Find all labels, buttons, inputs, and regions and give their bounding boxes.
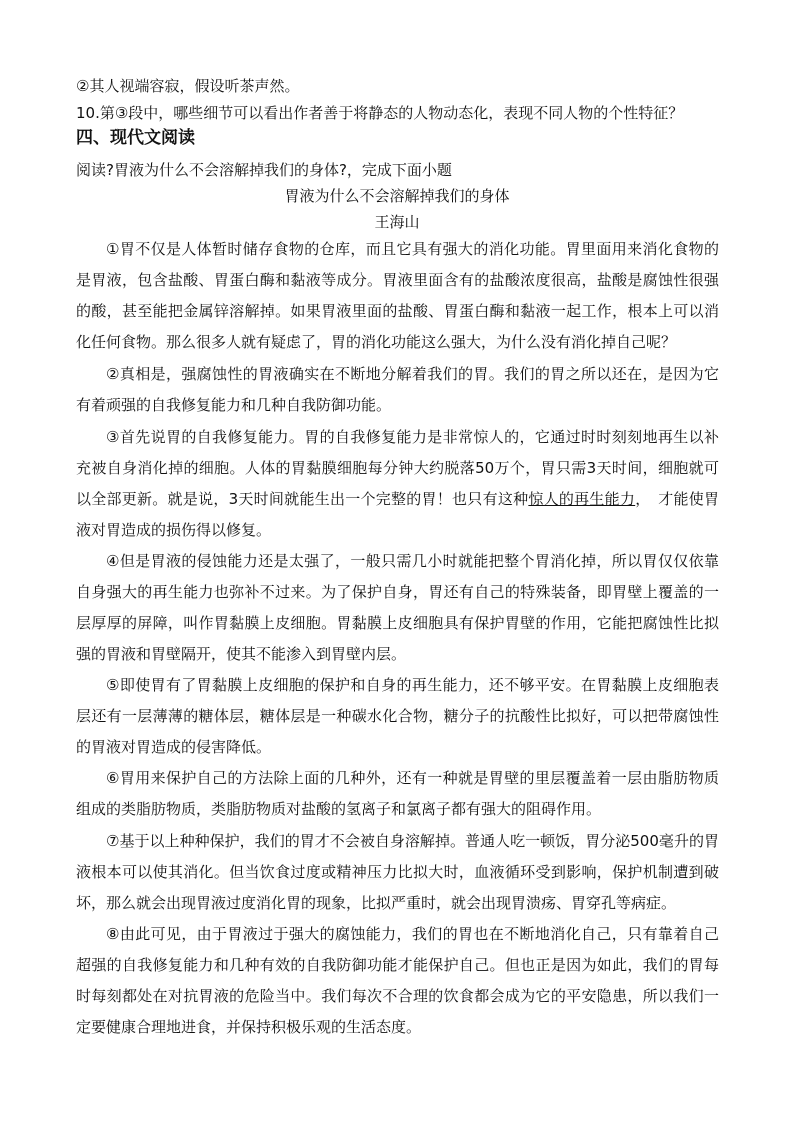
- paragraph-4-text: ④但是胃液的侵蚀能力还是太强了，一般只需几小时就能把整个胃消化掉，所以胃仅仅依靠自身强大的再生能力也弥补不过来。为了保护自身，胃还有自己的特殊装备，即胃壁上覆盖的一层厚厚的屏障，叫作胃黏膜上皮细胞。胃黏膜上皮细胞具有保护胃壁的作用，它能把腐蚀性比拟强的胃液和胃壁隔开，使其不能渗入到胃壁内层。: [76, 552, 719, 663]
- paragraph-3-part-a: ③首先说胃的自我修复能力。胃的自我修复能力是非常惊人的，它通过时时刻刻地再生以补充被自身消化掉的细胞。人体的胃黏膜细胞每分钟大约脱落50万个，胃只需3天时间，细胞就可以全部更新。就是说，3天时间就能生出一个完整的胃！也只有这种: [76, 428, 719, 508]
- paragraph-8: [76, 919, 719, 1043]
- paragraph-3-text: [76, 422, 719, 546]
- paragraph-5-text: ⑤即使胃有了胃黏膜上皮细胞的保护和自身的再生能力，还不够平安。在胃黏膜上皮细胞表层还有一层薄薄的糖体层，糖体层是一种碳水化合物，糖分子的抗酸性比拟好，可以把带腐蚀性的胃液对胃造成的侵害降低。: [76, 676, 719, 756]
- paragraph-7: [76, 826, 719, 919]
- question-10: 10.第③段中，哪些细节可以看出作者善于将静态的人物动态化，表现不同人物的个性特征？: [76, 104, 684, 122]
- quote-line: ②其人视端容寂，假设听茶声然。: [76, 77, 300, 95]
- paragraph-7-text: ⑦基于以上种种保护，我们的胃才不会被自身溶解掉。普通人吃一顿饭，胃分泌500毫升的胃液根本可以使其消化。但当饮食过度或精神压力比拟大时，血液循环受到影响，保护机制遭到破坏，那么就会出现胃液过度消化胃的现象，比拟严重时，就会出现胃溃疡、胃穿孔等病症。: [76, 832, 719, 912]
- paragraph-1: [76, 234, 719, 358]
- paragraph-3: [76, 422, 719, 546]
- paragraph-2-text: ②真相是，强腐蚀性的胃液确实在不断地分解着我们的胃。我们的胃之所以还在，是因为它有着顽强的自我修复能力和几种自我防御功能。: [76, 365, 719, 414]
- paragraph-6-text: ⑥胃用来保护自己的方法除上面的几种外，还有一种就是胃壁的里层覆盖着一层由脂肪物质组成的类脂肪物质，类脂肪物质对盐酸的氢离子和氯离子都有强大的阻碍作用。: [76, 769, 719, 818]
- paragraph-4: [76, 546, 719, 670]
- article-title: 胃液为什么不会溶解掉我们的身体: [284, 187, 510, 205]
- reading-instruction: 阅读?胃液为什么不会溶解掉我们的身体?，完成下面小题: [76, 161, 452, 179]
- paragraph-2: [76, 359, 719, 421]
- paragraph-6: [76, 763, 719, 825]
- underlined-phrase: 惊人的再生能力: [528, 490, 636, 508]
- paragraph-1-text: ①胃不仅是人体暂时储存食物的仓库，而且它具有强大的消化功能。胃里面用来消化食物的是胃液，包含盐酸、胃蛋白酶和黏液等成分。胃液里面含有的盐酸浓度很高，盐酸是腐蚀性很强的酸，甚至能把金属锌溶解掉。如果胃液里面的盐酸、胃蛋白酶和黏液一起工作，根本上可以消化任何食物。那么很多人就有疑虑了，胃的消化功能这么强大，为什么没有消化掉自己呢？: [76, 240, 719, 351]
- paragraph-5: [76, 670, 719, 763]
- article-author: 王海山: [374, 213, 420, 231]
- paragraph-8-text: ⑧由此可见，由于胃液过于强大的腐蚀能力，我们的胃也在不断地消化自己，只有靠着自己超强的自我修复能力和几种有效的自我防御功能才能保护自己。但也正是因为如此，我们的胃每时每刻都处在对抗胃液的危险当中。我们每次不合理的饮食都会成为它的平安隐患，所以我们一定要健康合理地进食，并保持积极乐观的生活态度。: [76, 925, 719, 1036]
- section-title: 四、现代文阅读: [76, 128, 195, 148]
- paragraph-3-part-b: ， 才能使胃液对胃造成的损伤得以修复。: [76, 490, 719, 539]
